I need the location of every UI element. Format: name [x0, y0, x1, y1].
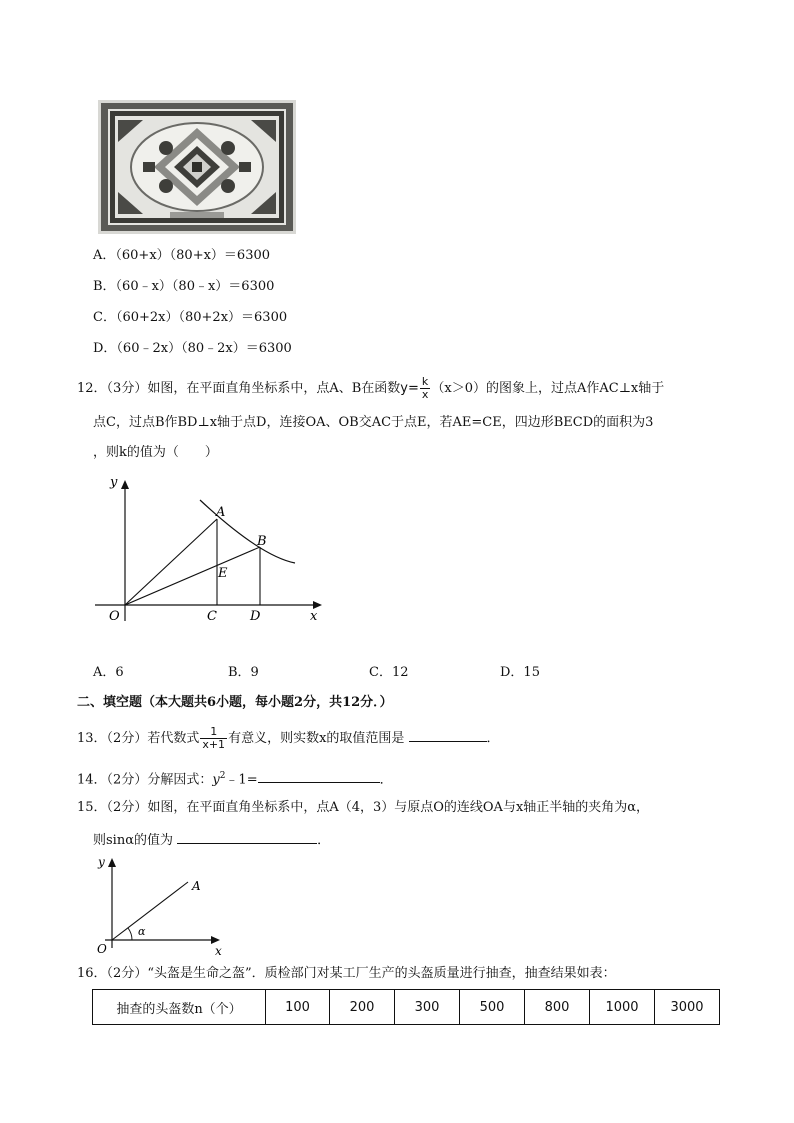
q16-line1: 16．（2分）“头盔是生命之盔”．质检部门对某工厂生产的头盔质量进行抽查，抽查结果如表：	[77, 966, 616, 981]
q13-post: 有意义，则实数x的取值范围是	[228, 731, 405, 746]
q12-line1	[77, 376, 664, 401]
q11-option-d: D．（60﹣2x）（80﹣2x）＝6300	[93, 341, 292, 356]
q12-line3: ，则k的值为（ ）	[93, 445, 218, 460]
q12-figure	[90, 476, 330, 626]
q12-label-b: B	[257, 534, 267, 549]
q13-denominator: x+1	[202, 738, 226, 751]
q15-label-y: y	[98, 855, 105, 869]
q12-func-y: y=	[400, 381, 419, 396]
q12-x-arrow	[313, 601, 322, 609]
q16-table-cell-5: 800	[525, 990, 590, 1025]
q12-label-c: C	[207, 609, 217, 624]
q14-expr-base: y	[212, 772, 220, 788]
q11-option-b: B．（60﹣x）（80﹣x）＝6300	[93, 279, 275, 294]
q12-option-d: D．15	[500, 665, 540, 680]
q12-y-arrow	[121, 480, 129, 489]
q12-line1-pre: 12．（3分）如图，在平面直角坐标系中，点A、B在函数	[77, 381, 401, 396]
q12-label-y: y	[110, 476, 118, 490]
q16-table-cell-1: 100	[266, 990, 330, 1025]
q16-table	[92, 989, 720, 1025]
q12-option-b: B．9	[228, 665, 259, 680]
section2-title: 二、填空题（本大题共6小题，每小题2分，共12分．）	[77, 695, 393, 710]
q12-label-e: E	[218, 566, 228, 581]
q13-line	[77, 726, 500, 751]
q16-table-cell-3: 300	[395, 990, 460, 1025]
q12-option-a: A．6	[93, 665, 124, 680]
q16-table-cell-7: 3000	[655, 990, 720, 1025]
q14-line	[77, 767, 393, 789]
q13-pre: 13．（2分）若代数式	[77, 731, 200, 746]
q15-y-arrow	[108, 858, 116, 867]
q15-end: ．	[317, 833, 331, 848]
q15-segment-oa	[112, 882, 188, 940]
q15-label-a: A	[192, 879, 201, 893]
q14-expr-sup: 2	[219, 771, 226, 781]
carpet-image	[98, 100, 296, 234]
q11-option-c: C．（60+2x）（80+2x）＝6300	[93, 310, 288, 325]
q15-line2	[93, 831, 330, 850]
q16-table-cell-6: 1000	[590, 990, 655, 1025]
q15-figure	[90, 852, 230, 958]
q15-x-arrow	[211, 936, 220, 944]
q15-label-x: x	[215, 944, 222, 958]
q14-answer-blank[interactable]	[258, 770, 380, 783]
q13-end: ．	[486, 731, 500, 746]
q12-func-numerator: k	[420, 376, 431, 389]
q12-line1-post: 的图象上，过点A作AC⊥x轴于	[485, 381, 665, 396]
q11-option-a: A．（60+x）（80+x）＝6300	[93, 248, 271, 263]
q13-numerator: 1	[200, 726, 227, 739]
q15-label-alpha: α	[138, 925, 146, 938]
q12-segment-ob	[125, 547, 260, 605]
q12-line2: 点C，过点B作BD⊥x轴于点D，连接OA、OB交AC于点E，若AE=CE，四边形BECD的面积为3	[93, 415, 654, 430]
q12-curve	[200, 500, 295, 563]
q16-table-header: 抽查的头盔数n（个）	[93, 990, 266, 1025]
table-row	[93, 990, 720, 1025]
q15-label-o: O	[97, 942, 107, 956]
q12-func-condition: （x＞0）	[431, 381, 486, 396]
q16-table-cell-2: 200	[330, 990, 395, 1025]
q12-label-a: A	[216, 505, 226, 520]
q12-label-x: x	[310, 609, 318, 624]
q12-func-denominator: x	[421, 388, 429, 401]
q14-pre: 14．（2分）分解因式：	[77, 772, 213, 788]
q12-label-d: D	[250, 609, 261, 624]
q16-table-cell-4: 500	[460, 990, 525, 1025]
q13-answer-blank[interactable]	[409, 729, 487, 742]
q12-option-c: C．12	[369, 665, 409, 680]
q13-fraction	[200, 726, 227, 751]
q15-answer-blank[interactable]	[177, 831, 317, 844]
q14-end: ．	[379, 772, 393, 788]
q12-label-o: O	[109, 609, 120, 624]
q12-segment-oa	[125, 519, 217, 605]
q15-angle-arc	[128, 928, 132, 940]
q12-func-fraction	[420, 376, 431, 401]
q15-line1: 15．（2分）如图，在平面直角坐标系中，点A（4，3）与原点O的连线OA与x轴正半轴的夹角为α，	[77, 800, 650, 815]
q15-line2-text: 则sinα的值为	[93, 833, 173, 848]
q14-expr-rest: ﹣1=	[225, 772, 258, 788]
